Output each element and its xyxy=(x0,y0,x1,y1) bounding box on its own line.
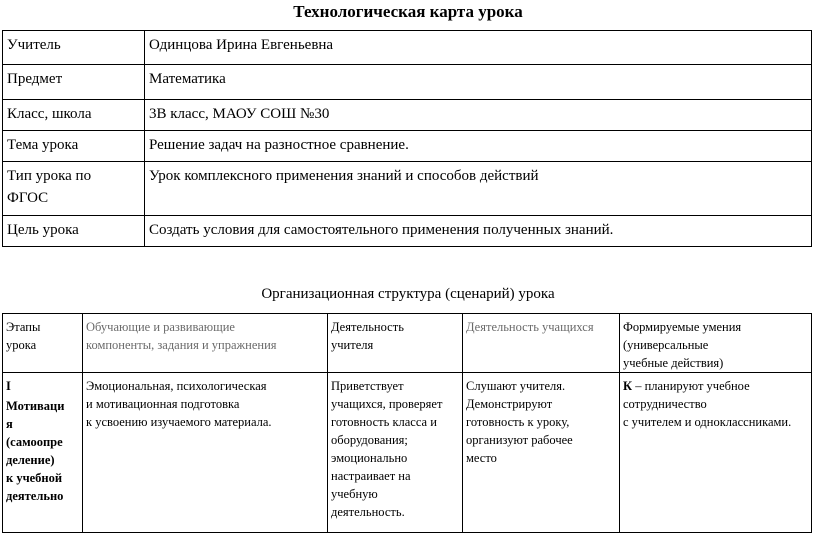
stage-number: I xyxy=(6,379,11,393)
header-components: Обучающие и развивающие компоненты, задания и упражнения xyxy=(83,314,328,373)
header-teacher: Деятельность учителя xyxy=(328,314,463,373)
table-row xyxy=(3,373,812,533)
info-label: Цель урока xyxy=(3,216,145,247)
table-header-row xyxy=(3,314,812,373)
structure-title: Организационная структура (сценарий) урока xyxy=(261,286,555,302)
stage-name: Мотиваци я (самоопре деление) к учебной деятельно xyxy=(6,399,65,503)
page-title: Технологическая карта урока xyxy=(293,2,523,21)
table-row xyxy=(3,162,812,216)
skills-text: – планируют учебное сотрудничество с учителем и одноклассниками. xyxy=(623,379,792,429)
components-cell: Эмоциональная, психологическая и мотивационная подготовка к усвоению изучаемого материала. xyxy=(83,373,328,533)
table-row xyxy=(3,31,812,65)
students-cell: Слушают учителя. Демонстрируют готовность к уроку, организуют рабочее место xyxy=(463,373,620,533)
header-students: Деятельность учащихся xyxy=(463,314,620,373)
info-value: Одинцова Ирина Евгеньевна xyxy=(145,31,812,65)
teacher-cell: Приветствует учащихся, проверяет готовность класса и оборудования; эмоционально настраивает на учебную деятельность. xyxy=(328,373,463,533)
header-stages: Этапы урока xyxy=(3,314,83,373)
info-label: Предмет xyxy=(3,65,145,100)
info-value: 3В класс, МАОУ СОШ №30 xyxy=(145,100,812,131)
lesson-structure-table xyxy=(2,313,812,533)
info-value: Урок комплексного применения знаний и способов действий xyxy=(145,162,812,216)
lesson-info-table xyxy=(2,30,812,247)
info-label: Учитель xyxy=(3,31,145,65)
table-row xyxy=(3,65,812,100)
stage-cell xyxy=(3,373,83,533)
header-skills: Формируемые умения (универсальные учебные действия) xyxy=(620,314,812,373)
info-value: Математика xyxy=(145,65,812,100)
info-label: Тема урока xyxy=(3,131,145,162)
skills-prefix: К xyxy=(623,379,633,393)
info-value: Решение задач на разностное сравнение. xyxy=(145,131,812,162)
info-label: Класс, школа xyxy=(3,100,145,131)
table-row xyxy=(3,131,812,162)
info-value: Создать условия для самостоятельного применения полученных знаний. xyxy=(145,216,812,247)
skills-cell xyxy=(620,373,812,533)
info-label: Тип урока по ФГОС xyxy=(3,162,145,216)
table-row xyxy=(3,100,812,131)
table-row xyxy=(3,216,812,247)
